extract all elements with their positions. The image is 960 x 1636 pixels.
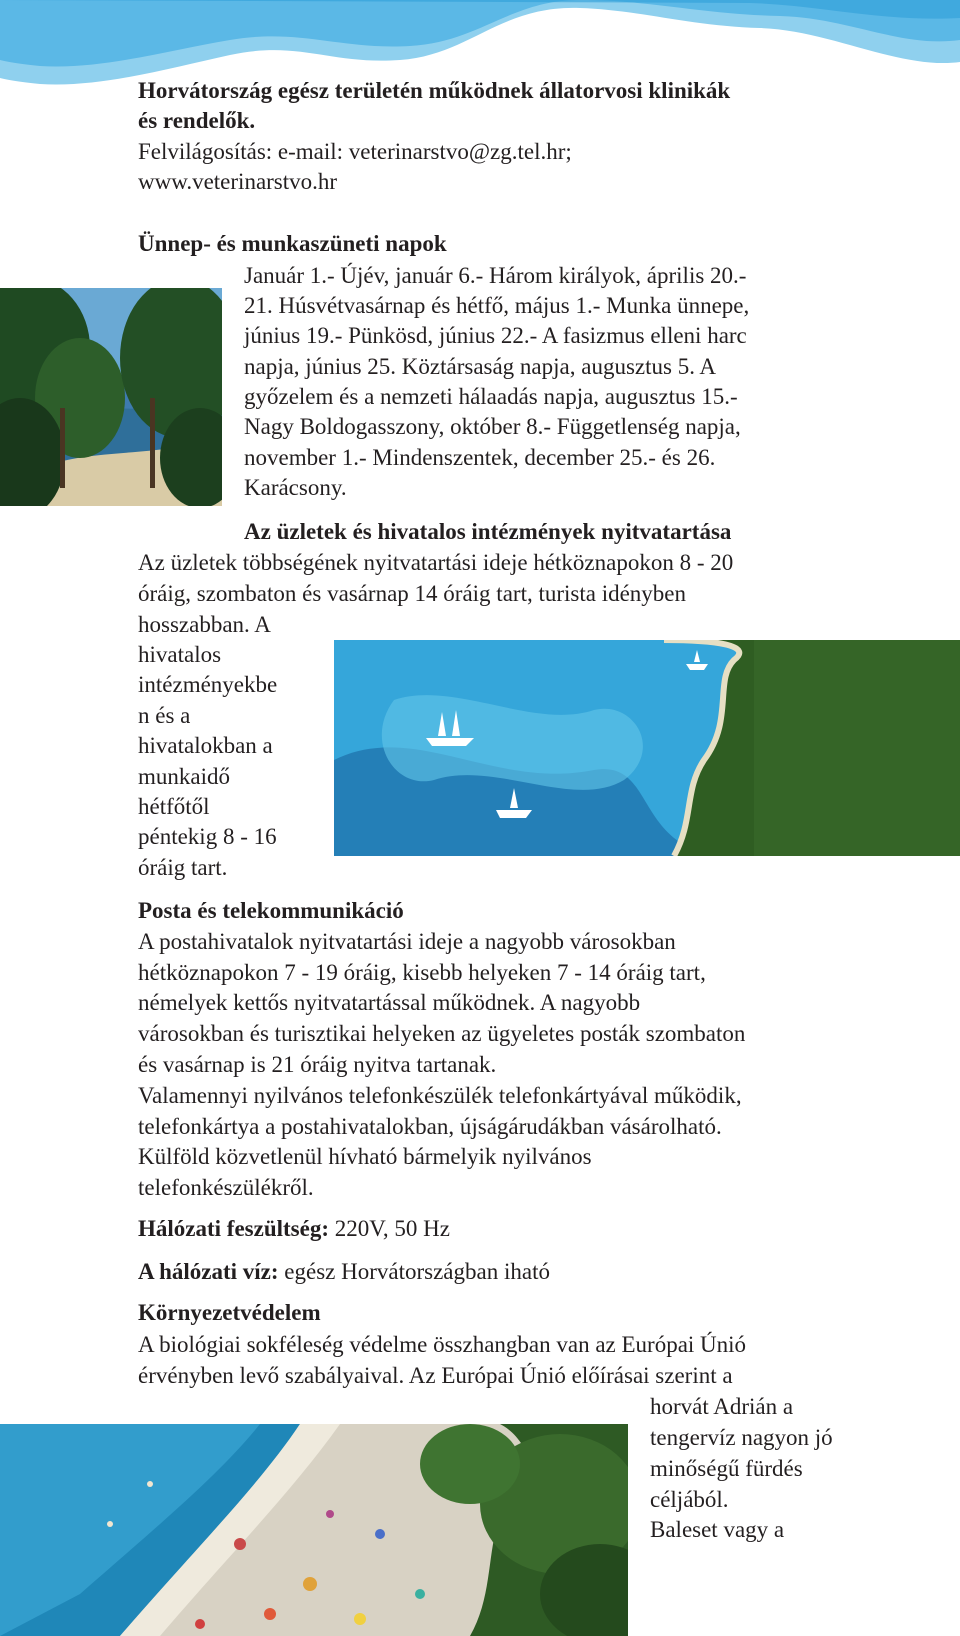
- water-line: [138, 1257, 550, 1287]
- environment-narrow-line: céljából.: [650, 1487, 729, 1512]
- pebble-beach-photo: [0, 1424, 628, 1636]
- environment-line-1: A biológiai sokféleség védelme összhangban van az Európai Únió: [138, 1332, 747, 1357]
- vet-website: www.veterinarstvo.hr: [138, 169, 338, 194]
- holidays-line: napja, június 25. Köztársaság napja, augusztus 5. A: [244, 354, 717, 379]
- hours-narrow-line: péntekig 8 - 16: [138, 824, 277, 849]
- bay-sailboats-photo: [334, 640, 960, 856]
- water-value: egész Horvátországban iható: [278, 1259, 550, 1284]
- post-line: városokban és turisztikai helyeken az ügyeletes posták szombaton: [138, 1021, 746, 1046]
- beach-pines-photo: [0, 288, 222, 506]
- hours-narrow-line: óráig tart.: [138, 855, 228, 880]
- environment-heading: Környezetvédelem: [138, 1300, 321, 1325]
- vet-title-line-1: Horvátország egész területén működnek állatorvosi klinikák: [138, 78, 731, 103]
- vet-title-line-2: és rendelők.: [138, 108, 256, 133]
- post-line: telefonkártya a postahivatalokban, újságárudákban vásárolható.: [138, 1114, 722, 1139]
- post-line: hétköznapokon 7 - 19 óráig, kisebb helyeken 7 - 14 óráig tart,: [138, 960, 706, 985]
- environment-narrow-line: tengervíz nagyon jó: [650, 1425, 833, 1450]
- holidays-line: 21. Húsvétvasárnap és hétfő, május 1.- Munka ünnepe,: [244, 293, 750, 318]
- holidays-line: november 1.- Mindenszentek, december 25.- és 26.: [244, 445, 716, 470]
- post-line: A postahivatalok nyitvatartási ideje a nagyobb városokban: [138, 929, 676, 954]
- hours-heading: Az üzletek és hivatalos intézmények nyitvatartása: [244, 519, 732, 544]
- holidays-line: Karácsony.: [244, 475, 347, 500]
- post-line: Külföld közvetlenül hívható bármelyik nyilvános: [138, 1144, 592, 1169]
- hours-line-2: óráig, szombaton és vasárnap 14 óráig tart, turista idényben: [138, 581, 687, 606]
- hours-line-1: Az üzletek többségének nyitvatartási ideje hétköznapokon 8 - 20: [138, 550, 734, 575]
- post-heading: Posta és telekommunikáció: [138, 898, 404, 923]
- hours-narrow-line: n és a: [138, 703, 191, 728]
- hours-narrow-line: hivatalokban a: [138, 733, 273, 758]
- environment-narrow-line: minőségű fürdés: [650, 1456, 803, 1481]
- water-label: A hálózati víz:: [138, 1259, 279, 1284]
- post-line: Valamennyi nyilvános telefonkészülék telefonkártyával működik,: [138, 1083, 742, 1108]
- hours-narrow-line: intézményekbe: [138, 672, 278, 697]
- environment-narrow-line: horvát Adrián a: [650, 1394, 794, 1419]
- holidays-line: győzelem és a nemzeti hálaadás napja, augusztus 15.-: [244, 384, 738, 409]
- environment-narrow-line: Baleset vagy a: [650, 1517, 785, 1542]
- post-line: némelyek kettős nyitvatartással működnek. A nagyobb: [138, 990, 641, 1015]
- hours-narrow-line: hosszabban. A: [138, 612, 271, 637]
- post-line: és vasárnap is 21 óráig nyitva tartanak.: [138, 1052, 497, 1077]
- holidays-line: Január 1.- Újév, január 6.- Három királyok, április 20.-: [244, 263, 747, 288]
- environment-line-2: érvényben levő szabályaival. Az Európai Únió előírásai szerint a: [138, 1363, 733, 1388]
- voltage-label: Hálózati feszültség:: [138, 1216, 329, 1241]
- hours-narrow-line: munkaidő: [138, 764, 230, 789]
- holidays-line: Nagy Boldogasszony, október 8.- Függetlenség napja,: [244, 414, 741, 439]
- holidays-line: június 19.- Pünkösd, június 22.- A fasizmus elleni harc: [244, 323, 747, 348]
- hours-narrow-line: hivatalos: [138, 642, 222, 667]
- voltage-value: 220V, 50 Hz: [328, 1216, 450, 1241]
- post-line: telefonkészülékről.: [138, 1175, 314, 1200]
- voltage-line: [138, 1214, 450, 1244]
- holidays-heading: Ünnep- és munkaszüneti napok: [138, 231, 447, 256]
- vet-info-line-1: Felvilágosítás: e-mail: veterinarstvo@zg.tel.hr;: [138, 139, 572, 164]
- hours-narrow-line: hétfőtől: [138, 794, 210, 819]
